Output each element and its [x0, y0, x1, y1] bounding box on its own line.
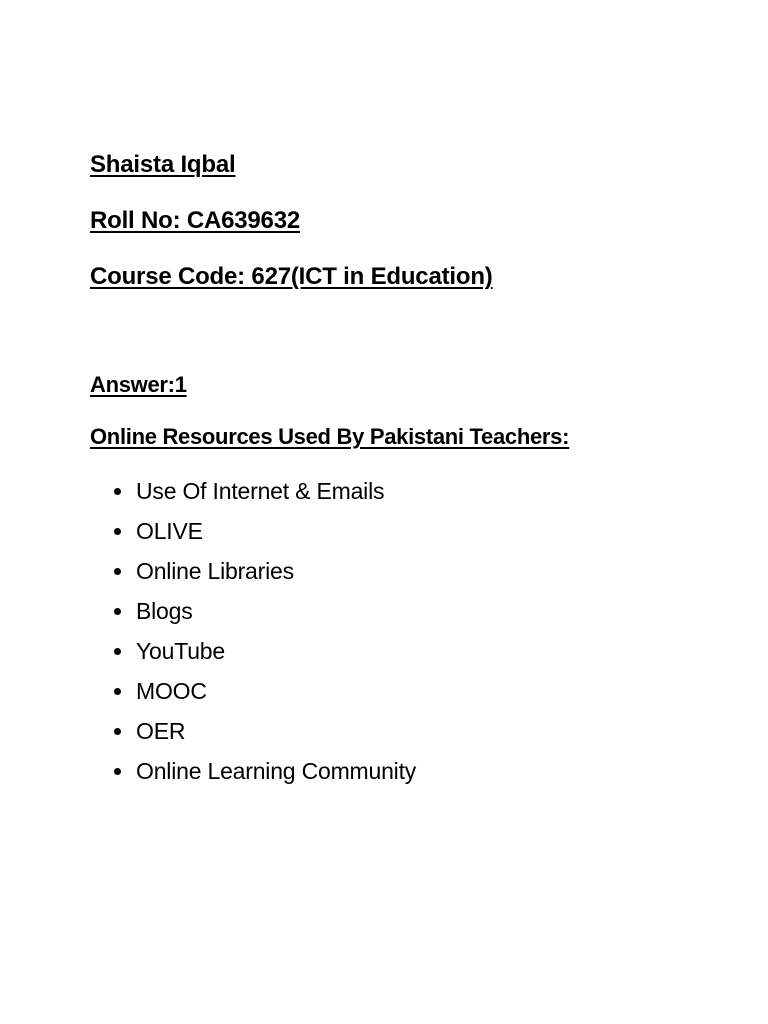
- list-item-text: Online Learning Community: [136, 758, 417, 784]
- list-item: [112, 638, 416, 678]
- resources-list: [112, 478, 416, 798]
- list-item-text: Online Libraries: [136, 558, 294, 584]
- list-item-text: Blogs: [136, 598, 193, 624]
- list-item: [112, 718, 416, 758]
- bullet-icon: [114, 648, 121, 655]
- list-item: [112, 598, 416, 638]
- course-code: Course Code: 627(ICT in Education): [90, 263, 493, 290]
- list-item-text: Use Of Internet & Emails: [136, 478, 385, 504]
- list-item: [112, 758, 416, 798]
- list-item-text: OER: [136, 718, 186, 744]
- list-item: [112, 558, 416, 598]
- bullet-icon: [114, 488, 121, 495]
- roll-number: Roll No: CA639632: [90, 207, 300, 234]
- list-item-text: YouTube: [136, 638, 225, 664]
- list-item-text: MOOC: [136, 678, 207, 704]
- bullet-icon: [114, 568, 121, 575]
- bullet-icon: [114, 608, 121, 615]
- student-name: Shaista Iqbal: [90, 151, 236, 178]
- bullet-icon: [114, 528, 121, 535]
- bullet-icon: [114, 688, 121, 695]
- list-item: [112, 678, 416, 718]
- section-title: Online Resources Used By Pakistani Teachers:: [90, 424, 570, 449]
- answer-label: Answer:1: [90, 372, 187, 397]
- list-item: [112, 478, 416, 518]
- list-item: [112, 518, 416, 558]
- list-item-text: OLIVE: [136, 518, 203, 544]
- bullet-icon: [114, 728, 121, 735]
- bullet-icon: [114, 768, 121, 775]
